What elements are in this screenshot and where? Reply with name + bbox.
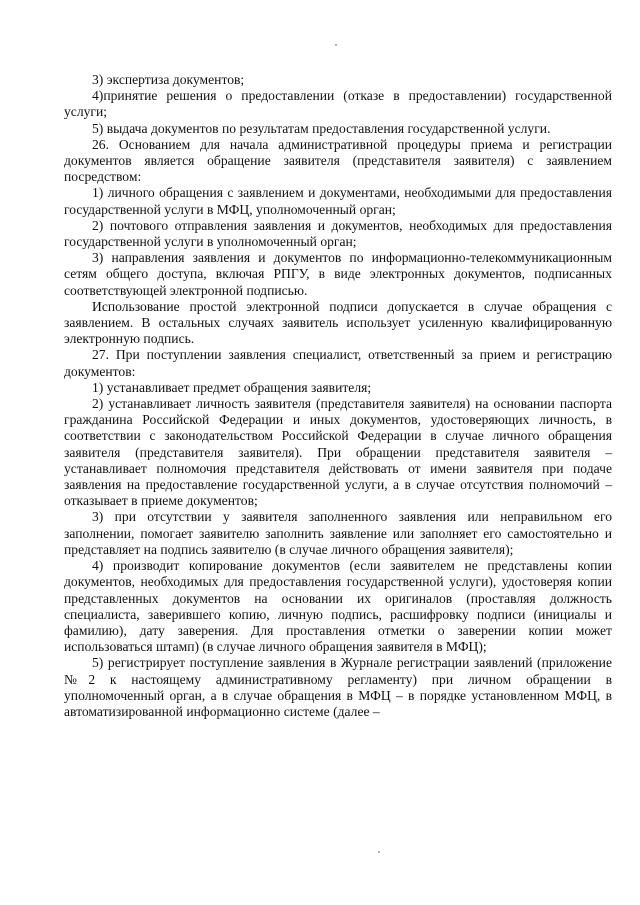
paragraph-27-item-5: 5) регистрирует поступление заявления в Журнале регистрации заявлений (приложение №2 к настоящему административному регламенту) при личном обращении в уполномоченный орган, а в случае обращения в МФЦ – в порядке установленном МФЦ, в автоматизированной информационно системе (далее – xyxy=(64,655,612,719)
paragraph-expertise: 3) экспертиза документов; xyxy=(92,72,245,87)
paragraph-simple-signature: Использование простой электронной подписи допускается в случае обращения с заявлением. В остальных случаях заявитель использует усиленную квалифицированную электронную подпись. xyxy=(64,298,612,347)
paragraph-issuance: 5) выдача документов по результатам предоставления государственной услуги. xyxy=(92,120,551,136)
paragraph-26-item-2: 2) почтового отправления заявления и документов, необходимых для предоставления государственной услуги в уполномоченный орган; xyxy=(64,217,612,250)
document-body xyxy=(64,72,612,720)
scan-speck xyxy=(335,44,337,46)
paragraph-27: 27. При поступлении заявления специалист, ответственный за прием и регистрацию документов: xyxy=(64,347,612,379)
paragraph-27-item-3: 3) при отсутствии у заявителя заполненного заявления или неправильном его заполнении, помогает заявителю заполнить заявление или заполняет его самостоятельно и представляет на подпись заявителю (в случае личного обращения заявителя); xyxy=(64,509,612,557)
paragraph-26: 26. Основанием для начала административной процедуры приема и регистрации документов является обращение заявителя (представителя заявителя) с заявлением посредством: xyxy=(64,136,612,185)
paragraph-27-item-2: 2) устанавливает личность заявителя (представителя заявителя) на основании паспорта гражданина Российской Федерации и иных документов, удостоверяющих личность, в соответствии с законодательством Российской Федерации в случае личного обращения заявителя (представителя заявителя). При обращении представителя заявителя – устанавливает полномочия представителя действовать от имени заявителя при подаче заявления на предоставление государственной услуги, а в случае отсутствия полномочий – отказывает в приеме документов; xyxy=(64,396,612,509)
paragraph-decision: 4)принятие решения о предоставлении (отказе в предоставлении) государственной услуги; xyxy=(64,88,612,120)
paragraph-26-item-1: 1) личного обращения с заявлением и документами, необходимыми для предоставления государственной услуги в МФЦ, уполномоченный орган; xyxy=(64,185,612,217)
paragraph-26-item-3: 3) направления заявления и документов по информационно-телекоммуникационным сетям общего доступа, включая РПГУ, в виде электронных документов, подписанных соответствующей электронной подписью. xyxy=(64,250,612,298)
paragraph-27-item-4: 4) производит копирование документов (если заявителем не представлены копии документов, необходимых для предоставления государственной услуги), удостоверяя копии представленных документов на основании их оригиналов (проставляя должность специалиста, заверившего копию, личную подпись, расшифровку подписи (инициалы и фамилию), дату заверения. Для проставления отметки о заверении копии может использоваться штамп) (в случае личного обращения заявителя в МФЦ); xyxy=(64,558,612,655)
paragraph-27-item-1: 1) устанавливает предмет обращения заявителя; xyxy=(92,379,372,395)
scan-speck xyxy=(378,851,380,853)
